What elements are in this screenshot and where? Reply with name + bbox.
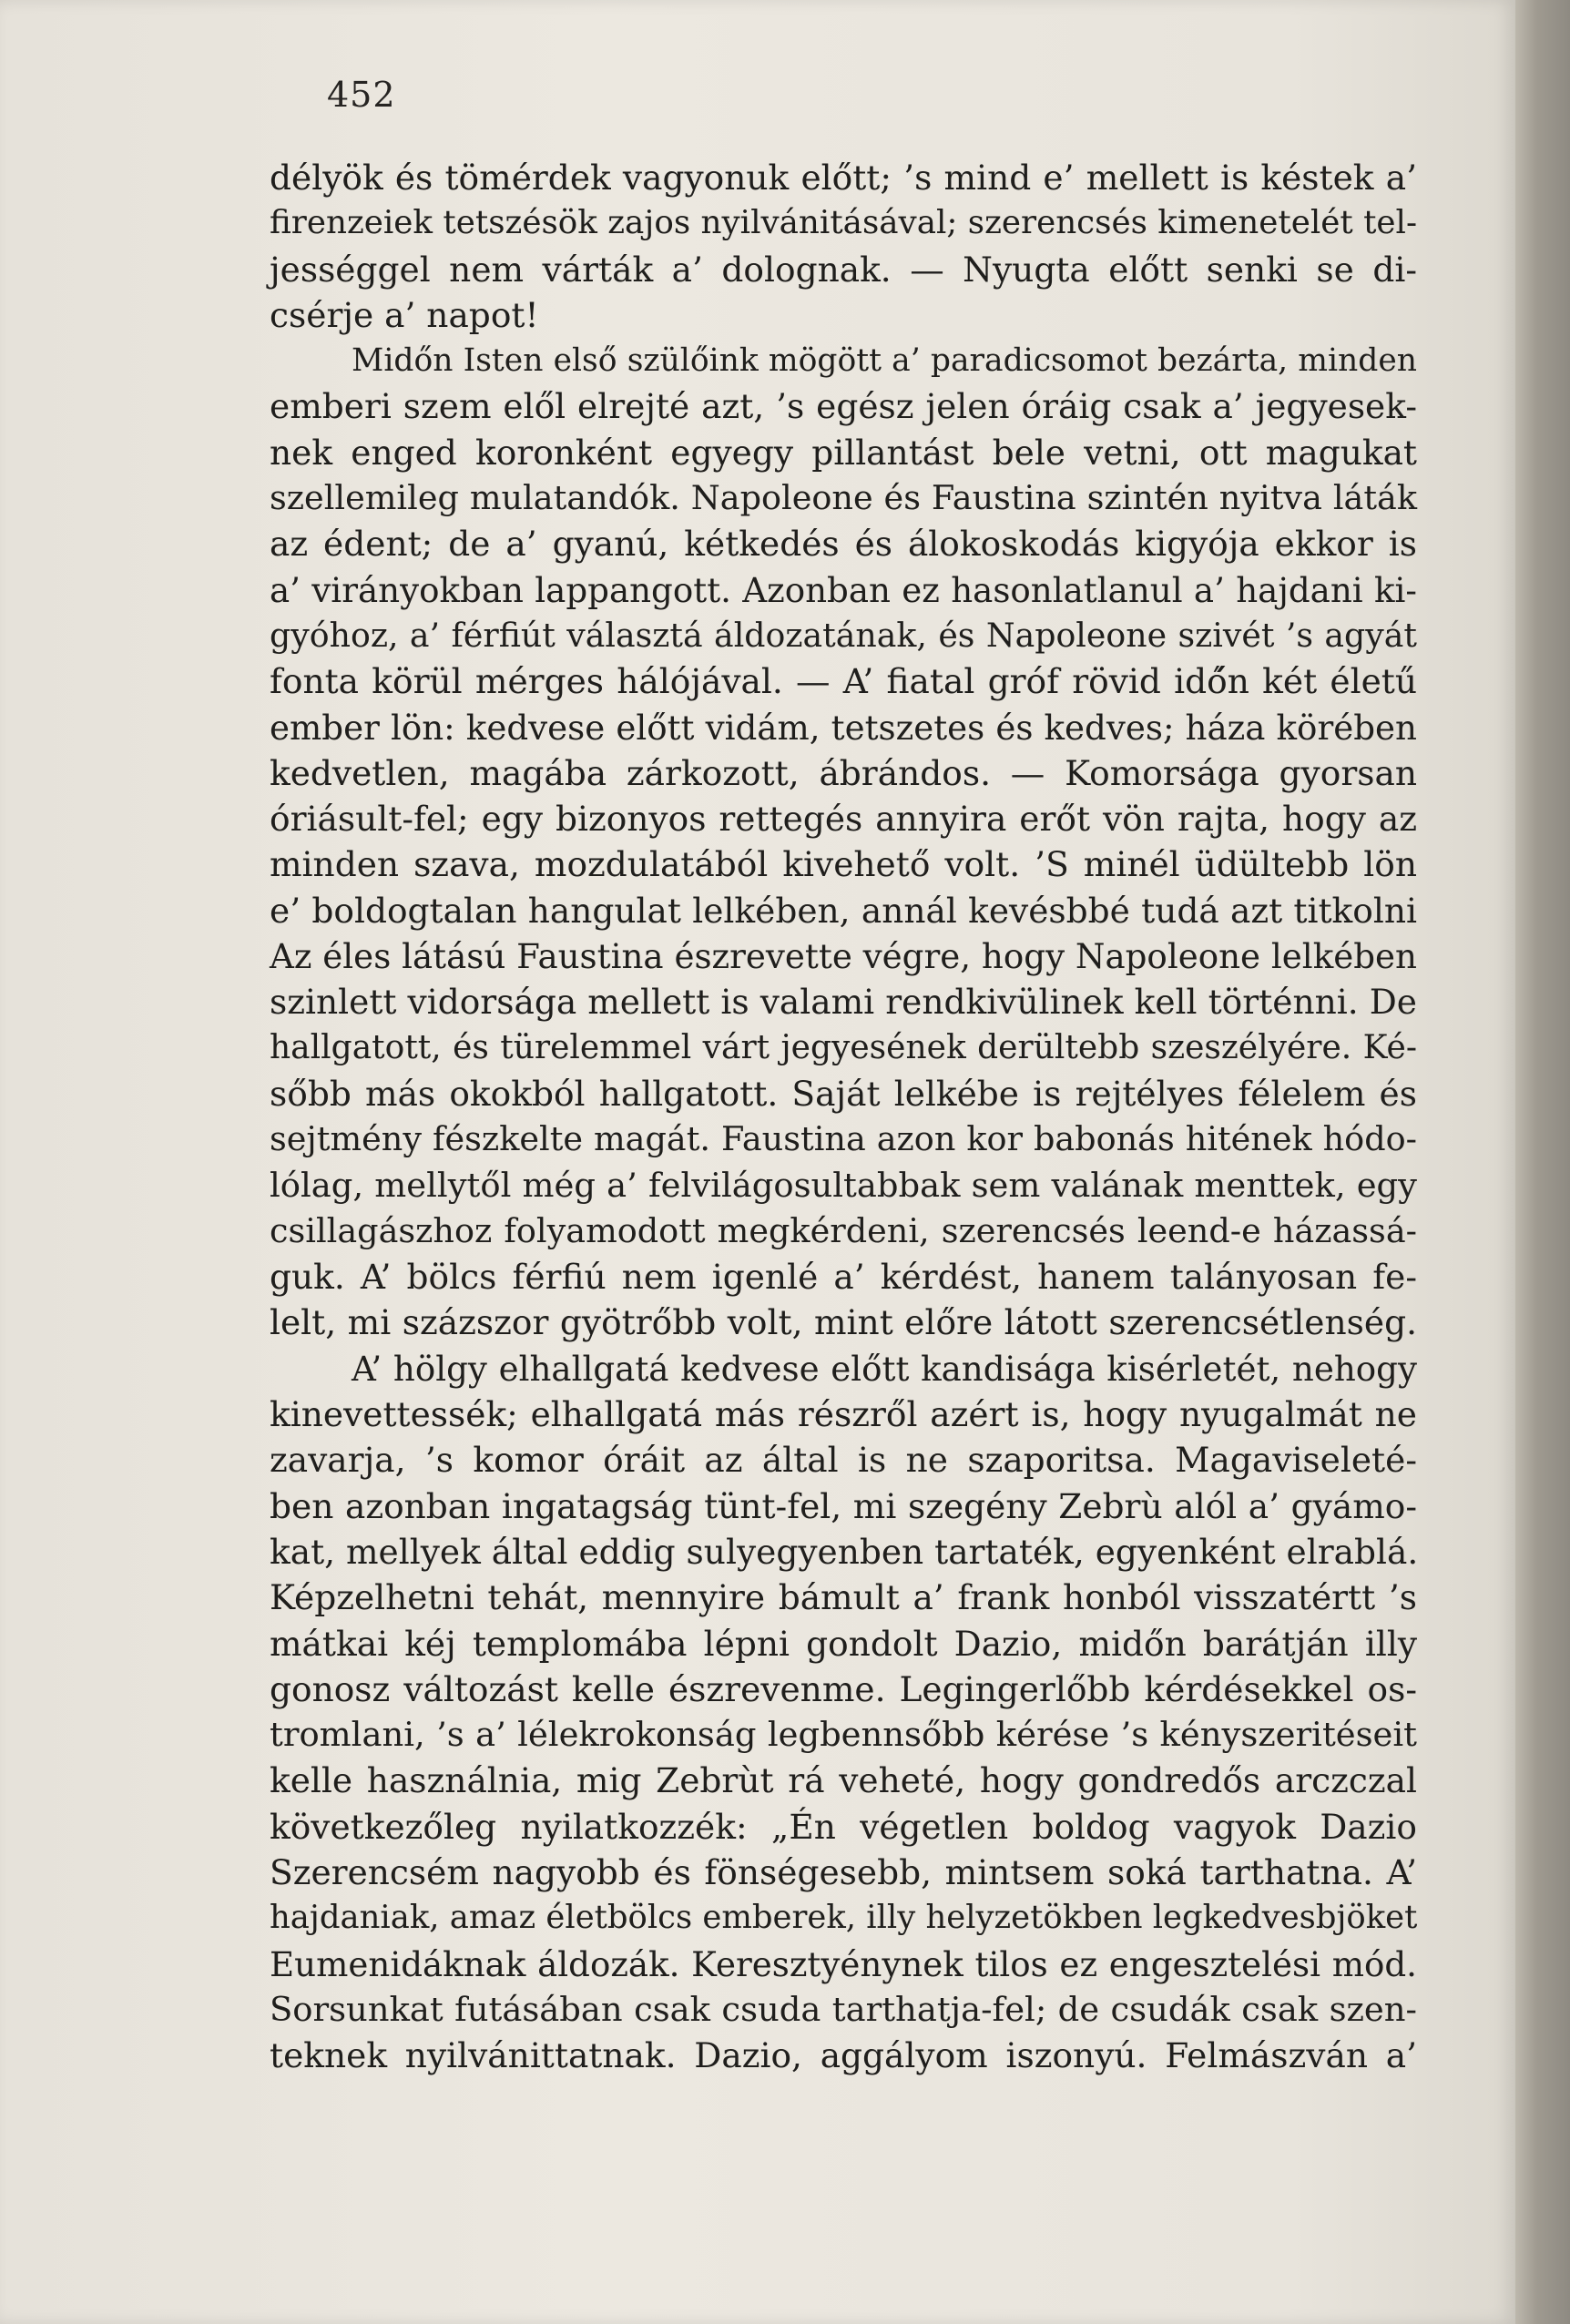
text-line: e’ boldogtalan hangulat lelkében, annál kevésbbé tudá azt titkolni (270, 890, 1417, 931)
text-line: a’ virányokban lappangott. Azonban ez hasonlatlanul a’ hajdani ki- (270, 569, 1417, 610)
text-line: teknek nyilvánittatnak. Dazio, aggályom iszonyú. Felmászván a’ (270, 2035, 1417, 2076)
text-line: csillagászhoz folyamodott megkérdeni, szerencsés leend-e házassá- (270, 1210, 1417, 1250)
text-line: következőleg nyilatkozzék: „Én végetlen boldog vagyok Dazio (270, 1806, 1417, 1847)
text-line: kelle használnia, mig Zebrùt rá veheté, hogy gondredős arczczal (270, 1760, 1417, 1801)
text-line: jességgel nem várták a’ dolognak. — Nyugta előtt senki se di- (270, 249, 1417, 290)
text-line: kinevettessék; elhallgatá más részről azért is, hogy nyugalmát ne (270, 1394, 1417, 1435)
text-line: lelt, mi százszor gyötrőbb volt, mint előre látott szerencsétlenség. (270, 1302, 1417, 1343)
text-line: tromlani, ’s a’ lélekrokonság legbennsőbb kérése ’s kényszeritéseit (270, 1715, 1417, 1755)
text-line: firenzeiek tetszésök zajos nyilvánitásával; szerencsés kimenetelét tel- (270, 204, 1417, 242)
text-line: kat, mellyek által eddig sulyegyenben tartaték, egyenként elrablá. (270, 1531, 1419, 1572)
text-line: gonosz változást kelle észrevenme. Legingerlőbb kérdésekkel os- (270, 1668, 1417, 1709)
text-line: guk. A’ bölcs férfiú nem igenlé a’ kérdést, hanem talányosan fe- (270, 1257, 1417, 1298)
text-line: az édent; de a’ gyanú, kétkedés és álokoskodás kigyója ekkor is (270, 524, 1417, 565)
text-line: ember lön: kedvese előtt vidám, tetszetes és kedves; háza körében (270, 707, 1417, 748)
binding-edge (1515, 0, 1570, 2324)
text-line: délyök és tömérdek vagyonuk előtt; ’s mind e’ mellett is késtek a’ (270, 158, 1417, 198)
text-line: Képzelhetni tehát, mennyire bámult a’ frank honból visszatértt ’s (270, 1577, 1417, 1618)
body-text (270, 155, 1417, 2078)
text-line: sőbb más okokból hallgatott. Saját lelkébe is rejtélyes félelem és (270, 1073, 1417, 1114)
text-line: Sorsunkat futásában csak csuda tarthatja-fel; de csudák csak szen- (270, 1989, 1417, 2029)
text-line: kedvetlen, magába zárkozott, ábrándos. — Komorsága gyorsan (270, 752, 1417, 793)
text-line: Az éles látású Faustina észrevette végre, hogy Napoleone lelkében (270, 936, 1417, 977)
text-line: mátkai kéj templomába lépni gondolt Dazio, midőn barátján illy (270, 1623, 1417, 1664)
text-line: sejtmény fészkelte magát. Faustina azon kor babonás hitének hódo- (270, 1119, 1417, 1159)
text-line: A’ hölgy elhallgatá kedvese előtt kandisága kisérletét, nehogy (352, 1348, 1417, 1389)
text-line: hajdaniak, amaz életbölcs emberek, illy helyzetökben legkedvesbjöket (270, 1899, 1418, 1937)
text-line: emberi szem elől elrejté azt, ’s egész jelen óráig csak a’ jegyesek- (270, 386, 1417, 427)
text-line: hallgatott, és türelemmel várt jegyesének derültebb szeszélyére. Ké- (270, 1028, 1417, 1066)
text-line: gyóhoz, a’ férfiút választá áldozatának, és Napoleone szivét ’s agyát (270, 615, 1417, 655)
text-line: Szerencsém nagyobb és fönségesebb, mintsem soká tarthatna. A’ (270, 1851, 1417, 1892)
text-line: szinlett vidorsága mellett is valami rendkivülinek kell történni. De (270, 982, 1417, 1023)
text-line: óriásult-fel; egy bizonyos rettegés annyira erőt vön rajta, hogy az (270, 799, 1417, 840)
text-line: ben azonban ingatagság tünt-fel, mi szegény Zebrù alól a’ gyámo- (270, 1485, 1417, 1526)
text-line: fonta körül mérges hálójával. — A’ fiatal gróf rövid idő́n két életű (270, 661, 1417, 702)
text-line: Midőn Isten első szülőink mögött a’ paradicsomot bezárta, minden (352, 342, 1417, 380)
text-line: Eumenidáknak áldozák. Keresztyénynek tilos ez engesztelési mód. (270, 1943, 1417, 1984)
text-line: lólag, mellytől még a’ felvilágosultabbak sem valának menttek, egy (270, 1165, 1417, 1205)
page-number: 452 (327, 75, 396, 115)
text-line: szellemileg mulatandók. Napoleone és Faustina szintén nyitva láták (270, 478, 1417, 518)
text-line: nek enged koronként egyegy pillantást bele vetni, ott magukat (270, 432, 1417, 473)
text-line: zavarja, ’s komor óráit az által is ne szaporitsa. Magaviseleté- (270, 1440, 1417, 1481)
text-line: minden szava, mozdulatából kivehető volt. ’S minél üdültebb lön (270, 844, 1417, 885)
text-line: csérje a’ napot! (270, 294, 539, 335)
